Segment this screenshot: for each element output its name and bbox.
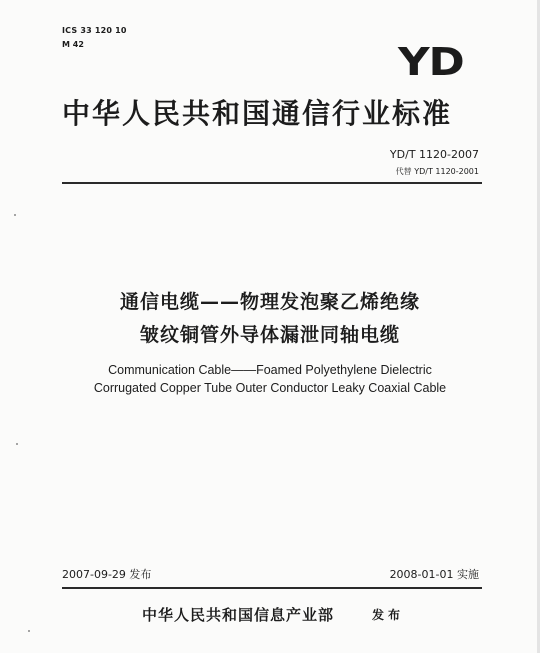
classification-code: M 42 (62, 40, 84, 49)
scan-speck (14, 214, 16, 216)
ics-code: ICS 33 120 10 (62, 26, 127, 35)
header-divider (62, 182, 482, 184)
title-en-line2: Corrugated Copper Tube Outer Conductor Leaky Coaxial Cable (93, 381, 447, 395)
title-en-line1: Communication Cable——Foamed Polyethylene Dielectric (108, 363, 432, 377)
replaces-code: 代替 YD/T 1120-2001 (395, 167, 479, 176)
yd-logo: YD (398, 40, 464, 84)
title-cn-line2: 皱纹铜管外导体漏泄同轴电缆 (139, 324, 400, 346)
publish-label: 发布 (372, 608, 405, 622)
scan-speck (28, 630, 30, 632)
footer-divider (62, 587, 482, 589)
issue-date: 2007-09-29 发布 (62, 568, 152, 581)
effective-date: 2008-01-01 实施 (389, 568, 479, 581)
scan-speck (16, 443, 18, 445)
title-cn-line1: 通信电缆——物理发泡聚乙烯绝缘 (119, 291, 420, 313)
standard-type-title: 中华人民共和国通信行业标准 (62, 97, 453, 130)
publisher-name: 中华人民共和国信息产业部 (142, 606, 335, 624)
standard-code: YD/T 1120-2007 (389, 148, 479, 161)
